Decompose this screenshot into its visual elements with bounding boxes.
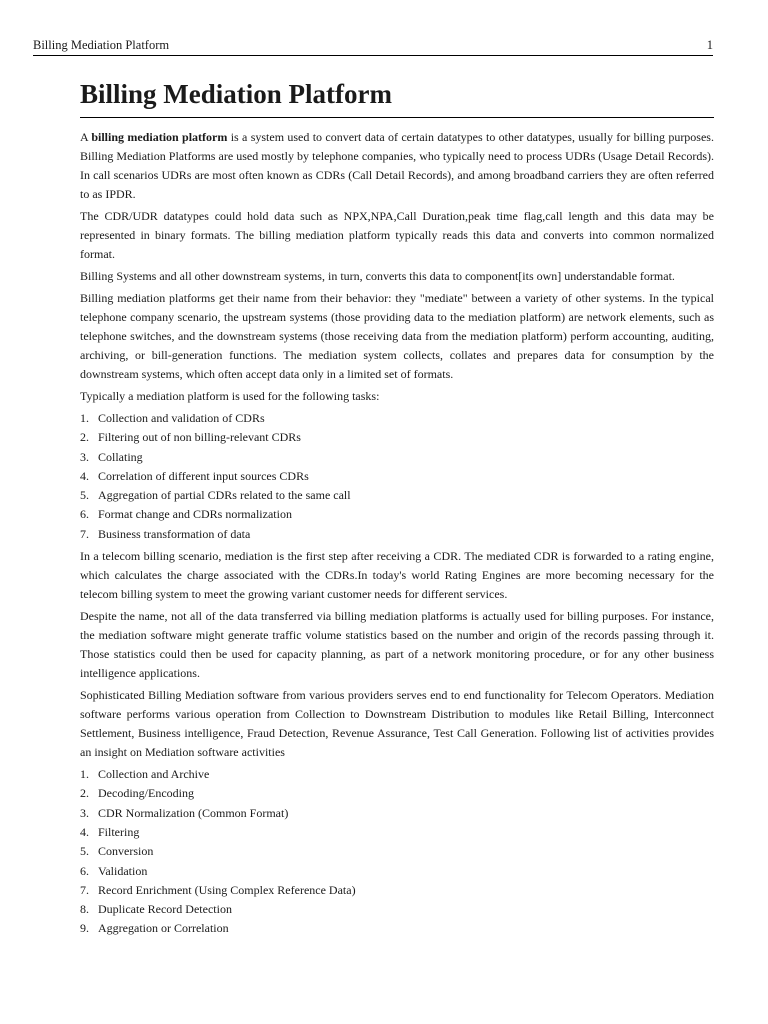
list-item <box>80 862 714 881</box>
paragraph-behavior: Billing mediation platforms get their name from their behavior: they "mediate" between a variety of other systems. In the typical telephone company scenario, the upstream systems (those providing data to the mediation platform) are network elements, such as telephone switches, and the downstream systems (those receiving data from the mediation platform) perform accounting, auditing, archiving, or bill-generation functions. The mediation system collects, collates and prepares data for consumption by the downstream systems, which often accept data only in a limited set of formats. <box>80 291 714 381</box>
list-item <box>80 919 714 938</box>
running-header <box>33 37 713 56</box>
list-item-text: Format change and CDRs normalization <box>98 507 292 522</box>
list-item-number: 2. <box>80 786 89 801</box>
list-item-text: Correlation of different input sources CDRs <box>98 468 309 483</box>
paragraph-non-billing: Despite the name, not all of the data transferred via billing mediation platforms is actually used for billing purposes. For instance, the mediation software might generate traffic volume statistics based on the number and origin of the records passing through it. Those statistics could then be used for capacity planning, as part of a network monitoring procedure, or for any other business intelligence applications. <box>80 609 714 681</box>
paragraph-downstream: Billing Systems and all other downstream systems, in turn, converts this data to component[its own] understandable format. <box>80 269 675 283</box>
list-item <box>80 428 714 447</box>
list-item-text: Validation <box>98 863 148 878</box>
list-item-text: Filtering out of non billing-relevant CDRs <box>98 430 301 445</box>
list-item <box>80 467 714 486</box>
intro-rest: is a system used to convert data of certain datatypes to other datatypes, usually for billing purposes. Billing Mediation Platforms are used mostly by telephone companies, who typically need to process UDRs (Usage Detail Records). In call scenarios UDRs are most often known as CDRs (Call Detail Records), and among broadband carriers they are often referred to as IPDR. <box>80 130 714 201</box>
article-body <box>80 76 714 939</box>
list-item <box>80 881 714 900</box>
list-item-number: 5. <box>80 844 89 859</box>
list-item-number: 1. <box>80 411 89 425</box>
list-item-text: Record Enrichment (Using Complex Reference Data) <box>98 882 356 897</box>
list-item-text: Duplicate Record Detection <box>98 902 232 917</box>
list-item <box>80 804 714 823</box>
list-item-text: Filtering <box>98 824 140 839</box>
list-item-number: 9. <box>80 921 89 936</box>
list-item-text: Collection and validation of CDRs <box>98 411 265 425</box>
activities-list <box>80 765 714 939</box>
list-item-number: 7. <box>80 526 89 541</box>
tasks-list <box>80 409 714 544</box>
list-item-number: 6. <box>80 863 89 878</box>
list-item <box>80 823 714 842</box>
list-item-text: Business transformation of data <box>98 526 251 541</box>
list-item <box>80 409 714 428</box>
paragraph-sophisticated: Sophisticated Billing Mediation software from various providers serves end to end functionality for Telecom Operators. Mediation software performs various operation from Collection to Downstream Distribution to modules like Retail Billing, Interconnect Settlement, Business intelligence, Fraud Detection, Revenue Assurance, Test Call Generation. Following list of activities provides an insight on Mediation software activities <box>80 688 714 760</box>
list-item <box>80 842 714 861</box>
list-item-text: Decoding/Encoding <box>98 786 194 801</box>
list-item-number: 5. <box>80 488 89 503</box>
list-item-number: 7. <box>80 882 89 897</box>
list-item-number: 3. <box>80 449 89 464</box>
list-item-number: 4. <box>80 824 89 839</box>
intro-bold-term: billing mediation platform <box>91 130 228 144</box>
list-item <box>80 784 714 803</box>
intro-lead: A <box>80 130 92 144</box>
list-item-number: 6. <box>80 507 89 522</box>
list-item-number: 8. <box>80 902 89 917</box>
list-item-number: 2. <box>80 430 89 445</box>
intro-paragraph <box>80 128 714 204</box>
list-item <box>80 448 714 467</box>
list-item <box>80 525 714 544</box>
list-item-text: Aggregation or Correlation <box>98 921 229 936</box>
page-number: 1 <box>706 38 713 52</box>
list-item-text: Aggregation of partial CDRs related to the same call <box>98 488 351 503</box>
list-item <box>80 486 714 505</box>
paragraph-telecom-scenario: In a telecom billing scenario, mediation is the first step after receiving a CDR. The mediated CDR is forwarded to a rating engine, which calculates the charge associated with the CDRs.In today's world Rating Engines are more becoming necessary for the telecom billing system to meet the growing variant customer needs for different services. <box>80 549 714 602</box>
list-item <box>80 900 714 919</box>
list-item-text: Collection and Archive <box>98 767 210 782</box>
list-item-text: CDR Normalization (Common Format) <box>98 805 289 820</box>
paragraph-datatypes: The CDR/UDR datatypes could hold data such as NPX,NPA,Call Duration,peak time flag,call length and this data may be represented in binary formats. The billing mediation platform typically reads this data and converts into common normalized format. <box>80 209 714 261</box>
page-title: Billing Mediation Platform <box>80 76 714 118</box>
running-header-title: Billing Mediation Platform <box>33 38 170 52</box>
list-item-text: Collating <box>98 449 143 464</box>
list-item-number: 3. <box>80 805 89 820</box>
list-item-number: 1. <box>80 767 89 782</box>
paragraph-tasks-intro: Typically a mediation platform is used for the following tasks: <box>80 389 380 403</box>
list-item-text: Conversion <box>98 844 154 859</box>
list-item <box>80 505 714 524</box>
list-item <box>80 765 714 784</box>
list-item-number: 4. <box>80 468 89 483</box>
